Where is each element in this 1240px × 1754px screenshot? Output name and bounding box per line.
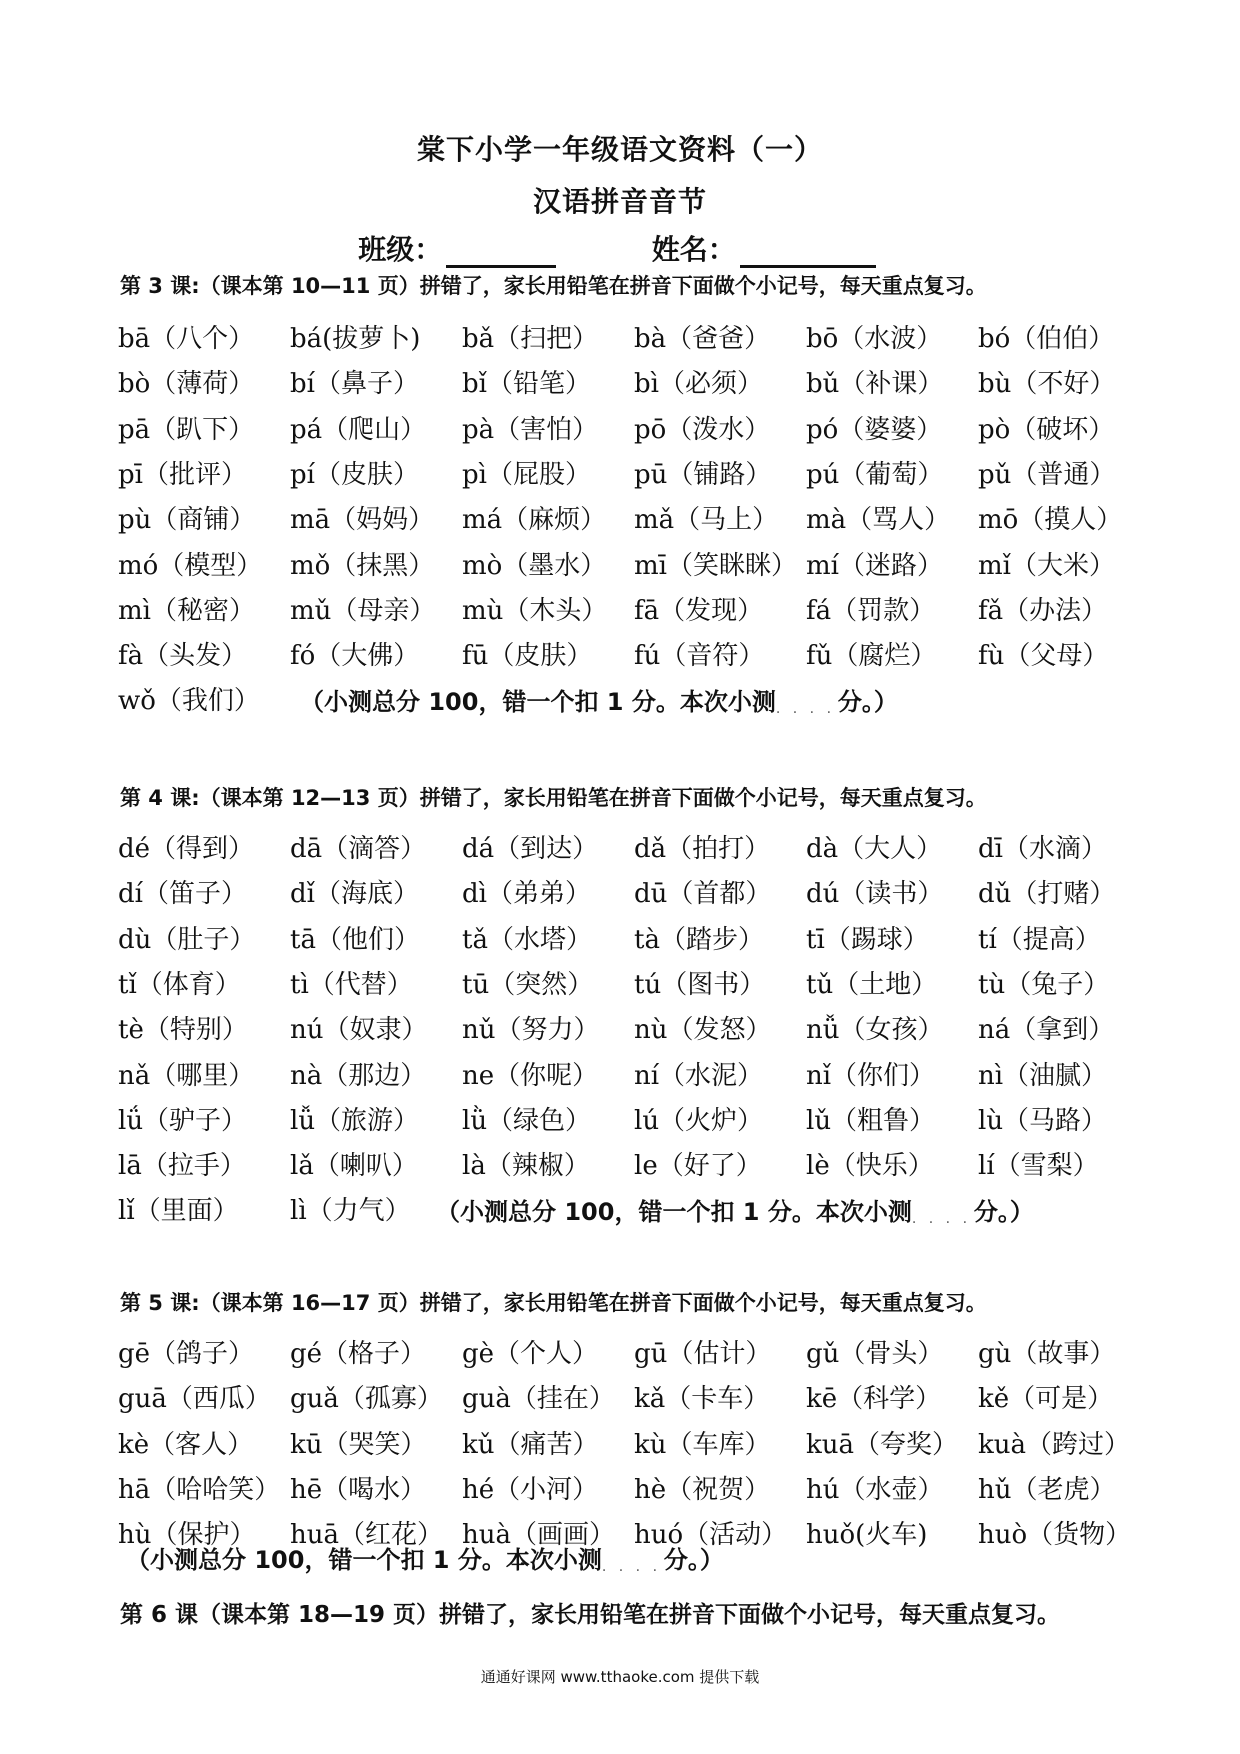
pinyin-item: tǔ（土地） <box>806 969 938 1000</box>
pinyin-row <box>118 1378 1138 1418</box>
pinyin-item: hù（保护） <box>118 1520 256 1551</box>
pinyin-row <box>118 499 1138 539</box>
pinyin-item: tī（踢球） <box>806 924 929 955</box>
pinyin-item: nù（发怒） <box>634 1015 772 1046</box>
page-subtitle: 汉语拼音音节 <box>532 185 707 218</box>
score-text: （小测总分 100，错一个扣 1 分。本次小测 <box>126 1546 602 1574</box>
pinyin-item: dǔ（打赌） <box>978 879 1116 910</box>
score-blank: . . . . <box>911 1211 972 1227</box>
pinyin-item: tū（突然） <box>462 969 594 1000</box>
page-title: 棠下小学一年级语文资料（一） <box>416 133 823 166</box>
pinyin-item: bǐ（铅笔） <box>462 369 591 400</box>
pinyin-item: dǐ（海底） <box>290 879 419 910</box>
pinyin-item: huó（活动） <box>634 1520 788 1551</box>
pinyin-item: nì（油腻） <box>978 1060 1108 1091</box>
pinyin-item: bǔ（补课） <box>806 369 944 400</box>
pinyin-item: nǐ（你们） <box>806 1060 936 1091</box>
pinyin-row <box>118 590 1138 630</box>
score-unit: 分。） <box>663 1546 724 1574</box>
pinyin-item: hǔ（老虎） <box>978 1474 1116 1505</box>
pinyin-item: le（好了） <box>634 1151 762 1182</box>
pinyin-item: hé（小河） <box>462 1474 599 1505</box>
pinyin-item: tǎ（水塔） <box>462 924 592 955</box>
pinyin-item: bí（鼻子） <box>290 369 419 400</box>
pinyin-item: lǐ（里面） <box>118 1196 239 1226</box>
pinyin-item: bì（必须） <box>634 369 763 400</box>
pinyin-item: gū（估计） <box>634 1339 772 1369</box>
score-blank: . . . . <box>775 701 836 717</box>
pinyin-item: tǐ（体育） <box>118 969 241 1000</box>
pinyin-row <box>118 454 1138 494</box>
pinyin-item: lā（拉手） <box>118 1151 246 1182</box>
pinyin-row <box>118 318 1138 358</box>
pinyin-item: pì（屁股） <box>462 459 591 490</box>
pinyin-item: lǔ（粗鲁） <box>806 1105 936 1136</box>
name-blank <box>740 235 876 268</box>
pinyin-item: guā（西瓜） <box>118 1384 271 1415</box>
pinyin-item: fǔ（腐烂） <box>806 641 937 672</box>
pinyin-row <box>118 1424 1138 1464</box>
pinyin-item: kè（客人） <box>118 1429 254 1460</box>
pinyin-item: mó（模型） <box>118 550 263 581</box>
pinyin-row <box>118 363 1138 403</box>
pinyin-item: hē（喝水） <box>290 1474 427 1505</box>
score-text: （小测总分 100，错一个扣 1 分。本次小测 <box>300 688 776 716</box>
pinyin-item: lí（雪梨） <box>978 1151 1099 1182</box>
pinyin-item: nú（奴隶） <box>290 1015 428 1046</box>
pinyin-item: hè（祝贺） <box>634 1474 771 1505</box>
pinyin-item: tú（图书） <box>634 969 766 1000</box>
pinyin-item: pù（商铺） <box>118 505 256 536</box>
pinyin-item: lǚ（旅游） <box>290 1105 420 1136</box>
pinyin-item: bó（伯伯） <box>978 324 1115 354</box>
pinyin-item: hā（哈哈笑） <box>118 1474 281 1505</box>
pinyin-item: ní（水泥） <box>634 1060 764 1091</box>
pinyin-item: là（辣椒） <box>462 1151 590 1182</box>
student-info-line <box>0 228 1240 268</box>
pinyin-row <box>118 635 1138 675</box>
pinyin-row <box>118 409 1138 449</box>
pinyin-item: kuà（跨过） <box>978 1429 1131 1460</box>
pinyin-item: ne（你呢） <box>462 1060 599 1091</box>
pinyin-item: fá（罚款） <box>806 595 936 626</box>
pinyin-item: kǔ（痛苦） <box>462 1429 599 1460</box>
pinyin-item: pà（害怕） <box>462 414 599 445</box>
pinyin-item: lǘ（驴子） <box>118 1105 248 1136</box>
pinyin-item: wǒ（我们） <box>118 686 260 716</box>
pinyin-item: guǎ（孤寡） <box>290 1384 443 1415</box>
score-unit: 分。） <box>837 688 898 716</box>
pinyin-item: má（麻烦） <box>462 505 607 536</box>
pinyin-item: lǎ（喇叭） <box>290 1151 418 1182</box>
pinyin-item: pò（破坏） <box>978 414 1115 445</box>
pinyin-item: lè（快乐） <box>806 1151 934 1182</box>
pinyin-row <box>118 919 1138 959</box>
score-blank: . . . . <box>601 1559 662 1575</box>
pinyin-item: dǎ（拍打） <box>634 834 771 864</box>
pinyin-row <box>118 828 1138 868</box>
class-blank <box>446 235 556 268</box>
name-label: 姓名： <box>651 233 736 266</box>
pinyin-row <box>118 1333 1138 1373</box>
pinyin-item: dé（得到） <box>118 834 255 864</box>
pinyin-item: pí（皮肤） <box>290 459 419 490</box>
pinyin-item: lì（力气） <box>290 1196 411 1226</box>
pinyin-item: pá（爬山） <box>290 414 427 445</box>
pinyin-item: gǔ（骨头） <box>806 1339 944 1369</box>
pinyin-item: lù（马路） <box>978 1105 1108 1136</box>
pinyin-row-last <box>118 1190 1138 1230</box>
pinyin-item: pó（婆婆） <box>806 414 943 445</box>
pinyin-item: bò（薄荷） <box>118 369 255 400</box>
page-footer: 通通好课网 www.tthaoke.com 提供下载 <box>480 1668 760 1686</box>
pinyin-item: dá（到达） <box>462 834 599 864</box>
pinyin-item: kū（哭笑） <box>290 1429 427 1460</box>
pinyin-item: kù（车库） <box>634 1429 771 1460</box>
pinyin-item: fù（父母） <box>978 641 1109 672</box>
pinyin-item: mǒ（抹黑） <box>290 550 435 581</box>
pinyin-item: pī（批评） <box>118 459 247 490</box>
pinyin-row <box>118 1469 1138 1509</box>
pinyin-item: tí（提高） <box>978 924 1101 955</box>
pinyin-item: pā（趴下） <box>118 414 255 445</box>
pinyin-item: dā（滴答） <box>290 834 427 864</box>
pinyin-item: mī（笑眯眯） <box>634 550 797 581</box>
pinyin-item: kuā（夸奖） <box>806 1429 959 1460</box>
pinyin-item: dì（弟弟） <box>462 879 591 910</box>
pinyin-item: bù（不好） <box>978 369 1116 400</box>
pinyin-item: fó（大佛） <box>290 641 420 672</box>
pinyin-row-last <box>118 1538 1138 1578</box>
pinyin-item: mí（迷路） <box>806 550 943 581</box>
pinyin-item: tì（代替） <box>290 969 413 1000</box>
pinyin-item: tà（踏步） <box>634 924 764 955</box>
pinyin-row <box>118 1009 1138 1049</box>
pinyin-item: huā（红花） <box>290 1520 443 1551</box>
pinyin-item: pú（葡萄） <box>806 459 944 490</box>
pinyin-item: pǔ（普通） <box>978 459 1116 490</box>
pinyin-item: bá(拔萝卜) <box>290 324 421 354</box>
pinyin-item: dà（大人） <box>806 834 943 864</box>
pinyin-row-last <box>118 680 1138 720</box>
pinyin-item: bǎ（扫把） <box>462 324 599 354</box>
pinyin-item: nǚ（女孩） <box>806 1015 944 1046</box>
pinyin-item: ná（拿到） <box>978 1015 1115 1046</box>
lesson-heading: 第 6 课（课本第 18—19 页）拼错了，家长用铅笔在拼音下面做个小记号，每天重点复习。 <box>120 1602 1061 1628</box>
pinyin-item: mǐ（大米） <box>978 550 1115 581</box>
pinyin-item: fú（音符） <box>634 641 765 672</box>
pinyin-item: mǎ（马上） <box>634 505 779 536</box>
lesson-heading: 第 4 课:（课本第 12—13 页）拼错了，家长用铅笔在拼音下面做个小记号，每天重点复习。 <box>120 786 987 810</box>
pinyin-item: tè（特别） <box>118 1015 248 1046</box>
pinyin-row <box>118 1100 1138 1140</box>
pinyin-item: fā（发现） <box>634 595 764 626</box>
pinyin-item: nǎ（哪里） <box>118 1060 255 1091</box>
score-unit: 分。） <box>973 1198 1034 1226</box>
pinyin-item: gé（格子） <box>290 1339 427 1369</box>
pinyin-item: fà（头发） <box>118 641 248 672</box>
pinyin-item: huǒ(火车) <box>806 1520 928 1551</box>
pinyin-item: nà（那边） <box>290 1060 427 1091</box>
lesson-heading: 第 3 课:（课本第 10—11 页）拼错了，家长用铅笔在拼音下面做个小记号，每天重点复习。 <box>120 274 987 298</box>
quiz-score-note <box>436 1192 1034 1227</box>
pinyin-item: huò（货物） <box>978 1520 1132 1551</box>
pinyin-item: mà（骂人） <box>806 505 951 536</box>
pinyin-row <box>118 1145 1138 1185</box>
pinyin-item: nǔ（努力） <box>462 1015 600 1046</box>
pinyin-row <box>118 873 1138 913</box>
pinyin-item: fū（皮肤） <box>462 641 593 672</box>
pinyin-item: bō（水波） <box>806 324 943 354</box>
pinyin-item: hú（水壶） <box>806 1474 944 1505</box>
class-label: 班级： <box>358 233 443 266</box>
pinyin-item: dú（读书） <box>806 879 944 910</box>
pinyin-item: kǎ（卡车） <box>634 1384 770 1415</box>
pinyin-item: kě（可是） <box>978 1384 1114 1415</box>
pinyin-item: gè（个人） <box>462 1339 599 1369</box>
pinyin-item: dù（肚子） <box>118 924 256 955</box>
quiz-score-note <box>300 682 898 717</box>
pinyin-item: dí（笛子） <box>118 879 247 910</box>
pinyin-item: mō（摸人） <box>978 505 1123 536</box>
quiz-score-note <box>126 1540 724 1575</box>
pinyin-row <box>118 1055 1138 1095</box>
pinyin-item: mǔ（母亲） <box>290 595 436 626</box>
pinyin-item: gē（鸽子） <box>118 1339 255 1369</box>
pinyin-item: pū（铺路） <box>634 459 772 490</box>
pinyin-item: lú（火炉） <box>634 1105 764 1136</box>
pinyin-item: guà（挂在） <box>462 1384 615 1415</box>
pinyin-item: mā（妈妈） <box>290 505 435 536</box>
pinyin-item: tā（他们） <box>290 924 420 955</box>
lesson-heading: 第 5 课:（课本第 16—17 页）拼错了，家长用铅笔在拼音下面做个小记号，每天重点复习。 <box>120 1291 987 1315</box>
pinyin-item: fǎ（办法） <box>978 595 1108 626</box>
pinyin-item: mù（木头） <box>462 595 608 626</box>
pinyin-item: bà（爸爸） <box>634 324 771 354</box>
pinyin-item: pō（泼水） <box>634 414 771 445</box>
pinyin-item: bā（八个） <box>118 324 255 354</box>
pinyin-row <box>118 964 1138 1004</box>
pinyin-item: dī（水滴） <box>978 834 1107 864</box>
pinyin-item: tù（兔子） <box>978 969 1110 1000</box>
pinyin-row <box>118 545 1138 585</box>
pinyin-item: kē（科学） <box>806 1384 942 1415</box>
pinyin-item: mì（秘密） <box>118 595 255 626</box>
score-text: （小测总分 100，错一个扣 1 分。本次小测 <box>436 1198 912 1226</box>
pinyin-item: gù（故事） <box>978 1339 1116 1369</box>
pinyin-item: mò（墨水） <box>462 550 607 581</box>
pinyin-item: lǜ（绿色） <box>462 1105 592 1136</box>
pinyin-item: dū（首都） <box>634 879 772 910</box>
pinyin-item: huà（画画） <box>462 1520 615 1551</box>
